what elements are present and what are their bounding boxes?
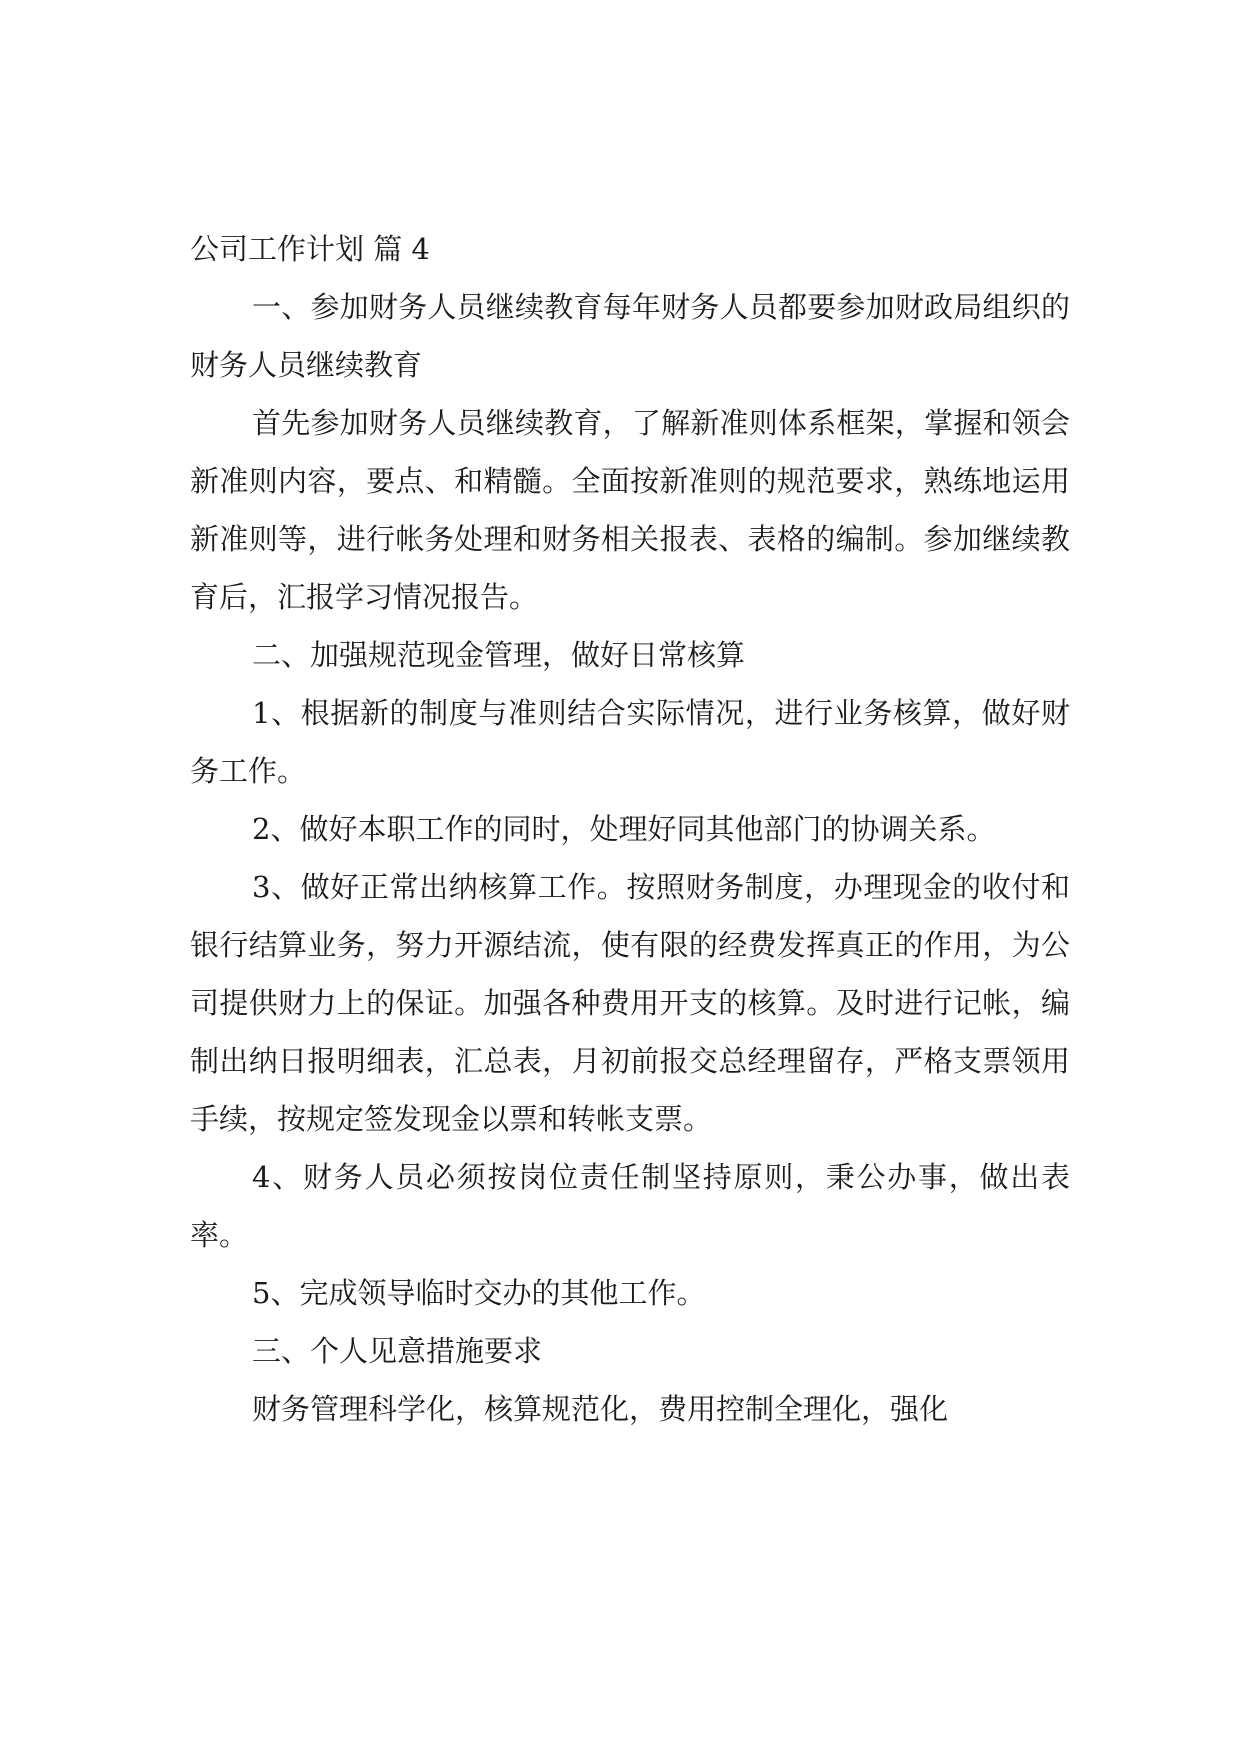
paragraph-continuing-education-body: 首先参加财务人员继续教育，了解新准则体系框架，掌握和领会新准则内容，要点、和精髓。全面按新准则的规范要求，熟练地运用新准则等，进行帐务处理和财务相关报表、表格的编制。参加继续教育后，汇报学习情况报告。 [190, 406, 1070, 614]
paragraph-continuing-education-heading: 一、参加财务人员继续教育每年财务人员都要参加财政局组织的财务人员继续教育 [190, 290, 1070, 382]
paragraph-item-4: 4、财务人员必须按岗位责任制坚持原则，秉公办事，做出表率。 [190, 1160, 1070, 1252]
paragraph-cash-management-heading: 二、加强规范现金管理，做好日常核算 [252, 638, 746, 672]
paragraph-item-3: 3、做好正常出纳核算工作。按照财务制度，办理现金的收付和银行结算业务，努力开源结流，使有限的经费发挥真正的作用，为公司提供财力上的保证。加强各种费用开支的核算。及时进行记帐，编制出纳日报明细表，汇总表，月初前报交总经理留存，严格支票领用手续，按规定签发现金以票和转帐支票。 [190, 870, 1070, 1136]
paragraph-item-2: 2、做好本职工作的同时，处理好同其他部门的协调关系。 [252, 812, 996, 846]
paragraph-personal-suggestions-heading: 三、个人见意措施要求 [252, 1334, 543, 1368]
document-page [190, 220, 1070, 1438]
paragraph-item-1: 1、根据新的制度与准则结合实际情况，进行业务核算，做好财务工作。 [190, 696, 1070, 788]
paragraph-personal-suggestions-body: 财务管理科学化，核算规范化，费用控制全理化，强化 [252, 1392, 949, 1426]
document-title: 公司工作计划 篇 4 [190, 232, 430, 266]
paragraph-item-5: 5、完成领导临时交办的其他工作。 [252, 1276, 706, 1310]
